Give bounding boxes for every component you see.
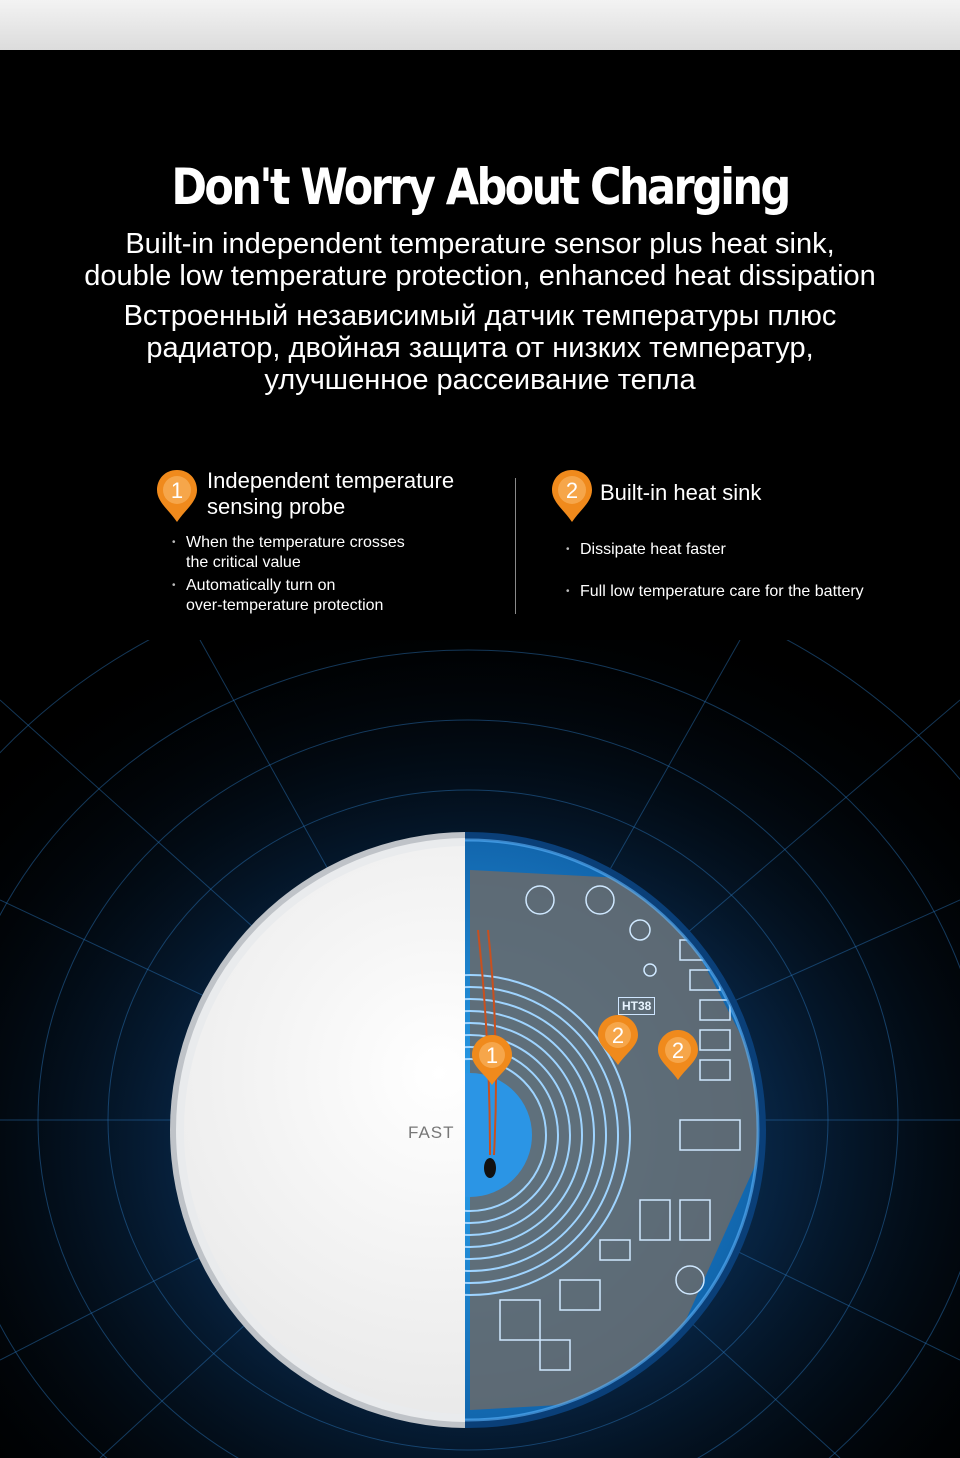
subtitle-english [0, 228, 960, 292]
subtitle-ru-line: радиатор, двойная защита от низких температур, [146, 332, 814, 364]
feature-1-number: 1 [170, 478, 184, 503]
chip-label: HT38 [618, 997, 655, 1015]
subtitle-ru-line: Встроенный независимый датчик температуры плюс [123, 300, 837, 332]
subtitle-russian [0, 300, 960, 396]
pad-label: FAST [408, 1123, 455, 1142]
bullet-item [186, 533, 405, 573]
bullet-line: • When the temperature crosses [186, 534, 405, 551]
marker-2-number: 2 [611, 1023, 625, 1048]
bullet-line: • Dissipate heat faster [580, 541, 726, 558]
feature-1-bullets [186, 533, 405, 616]
top-bar [0, 0, 960, 50]
marker-3-number: 2 [671, 1038, 685, 1063]
subtitle-ru-line: улучшенное рассеивание тепла [264, 364, 696, 396]
bullet-line: over-temperature protection [186, 597, 384, 614]
marker-1-number: 1 [485, 1043, 499, 1068]
divider [515, 478, 516, 614]
feature-1-title-line: sensing probe [207, 494, 346, 519]
number-pin-icon [550, 468, 594, 524]
feature-2-title [600, 480, 761, 506]
subtitle-en-line: Built-in independent temperature sensor plus heat sink, [125, 228, 835, 260]
subtitle-en-line: double low temperature protection, enhanced heat dissipation [84, 260, 876, 292]
feature-2-number: 2 [565, 478, 579, 503]
bullet-line: the critical value [186, 554, 301, 571]
feature-1-title [207, 468, 454, 520]
feature-2-title-line: Built-in heat sink [600, 480, 762, 505]
bullet-item [580, 540, 864, 560]
bullet-line: • Automatically turn on [186, 577, 336, 594]
charger-illustration [0, 640, 960, 1458]
bullet-line: • Full low temperature care for the battery [580, 583, 864, 600]
feature-1-title-line: Independent temperature [207, 468, 455, 493]
number-pin-icon [155, 468, 199, 524]
bullet-item [580, 582, 864, 602]
probe-tip [484, 1158, 496, 1178]
headline: Don't Worry About Charging [171, 158, 789, 216]
bullet-item [186, 576, 405, 616]
feature-2-bullets [580, 540, 864, 602]
